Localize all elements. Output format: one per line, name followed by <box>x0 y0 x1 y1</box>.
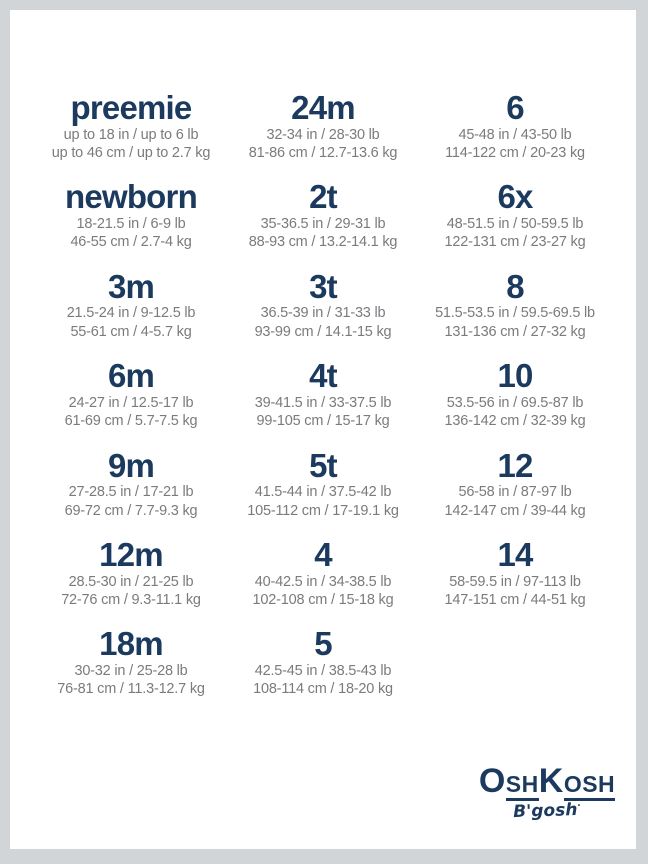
size-label: 2t <box>309 178 337 216</box>
size-entry-newborn <box>35 179 227 251</box>
size-imperial: 39-41.5 in / 33-37.5 lb <box>254 394 392 411</box>
size-entry-preemie <box>35 90 227 162</box>
size-imperial: 35-36.5 in / 29-31 lb <box>260 216 386 233</box>
size-imperial: 45-48 in / 43-50 lb <box>458 126 572 143</box>
logo-letters-osh: OSH <box>564 771 615 801</box>
size-metric: 88-93 cm / 13.2-14.1 kg <box>248 234 398 251</box>
size-entry-3t <box>227 269 419 341</box>
size-imperial: 24-27 in / 12.5-17 lb <box>68 394 194 411</box>
empty-cell <box>419 626 611 698</box>
size-label: 6m <box>107 357 155 395</box>
logo-letters-sh: SH <box>506 771 539 801</box>
size-imperial: 21.5-24 in / 9-12.5 lb <box>66 305 196 322</box>
size-imperial: 18-21.5 in / 6-9 lb <box>76 216 186 233</box>
size-imperial: 41.5-44 in / 37.5-42 lb <box>254 484 392 501</box>
size-imperial: 28.5-30 in / 21-25 lb <box>68 573 194 590</box>
size-entry-4t <box>227 358 419 430</box>
size-metric: 55-61 cm / 4-5.7 kg <box>70 323 192 340</box>
size-metric: 93-99 cm / 14.1-15 kg <box>254 323 392 340</box>
size-entry-6 <box>419 90 611 162</box>
logo-trademark-dot: · <box>577 801 581 812</box>
size-entry-12m <box>35 537 227 609</box>
size-entry-4 <box>227 537 419 609</box>
size-chart-card <box>10 10 636 849</box>
size-entry-14 <box>419 537 611 609</box>
size-metric: 114-122 cm / 20-23 kg <box>445 145 585 162</box>
size-metric: 136-142 cm / 32-39 kg <box>444 413 586 430</box>
size-entry-2t <box>227 179 419 251</box>
size-entry-5 <box>227 626 419 698</box>
size-imperial: 32-34 in / 28-30 lb <box>266 126 380 143</box>
size-metric: 99-105 cm / 15-17 kg <box>256 413 390 430</box>
size-label: 5 <box>314 625 332 663</box>
oshkosh-bgosh-logo <box>472 764 622 821</box>
size-label: 3t <box>309 267 337 305</box>
size-label: 24m <box>291 89 355 126</box>
size-imperial: 48-51.5 in / 50-59.5 lb <box>446 216 584 233</box>
logo-wordmark <box>472 764 622 798</box>
logo-tagline-text: B'gosh <box>512 799 578 823</box>
size-imperial: 56-58 in / 87-97 lb <box>458 484 572 501</box>
logo-letter-k: K <box>538 762 564 800</box>
size-label: 10 <box>497 357 533 395</box>
size-label: preemie <box>70 89 192 126</box>
size-label: 4 <box>314 536 332 574</box>
size-metric: 147-151 cm / 44-51 kg <box>444 592 586 609</box>
size-imperial: up to 18 in / up to 6 lb <box>63 126 199 143</box>
size-metric: 102-108 cm / 15-18 kg <box>252 592 394 609</box>
size-label: 12 <box>497 446 533 484</box>
size-entry-8 <box>419 269 611 341</box>
size-metric: 61-69 cm / 5.7-7.5 kg <box>64 413 198 430</box>
size-label: 4t <box>309 357 337 395</box>
size-label: 5t <box>309 446 337 484</box>
size-metric: 72-76 cm / 9.3-11.1 kg <box>61 592 201 609</box>
size-metric: 122-131 cm / 23-27 kg <box>444 234 586 251</box>
size-metric: 108-114 cm / 18-20 kg <box>253 681 393 698</box>
size-metric: 81-86 cm / 12.7-13.6 kg <box>248 145 398 162</box>
size-entry-6x <box>419 179 611 251</box>
size-entry-6m <box>35 358 227 430</box>
size-metric: 69-72 cm / 7.7-9.3 kg <box>64 502 198 519</box>
size-label: 12m <box>99 536 163 574</box>
size-entry-10 <box>419 358 611 430</box>
size-label: 6 <box>506 89 524 126</box>
size-metric: 131-136 cm / 27-32 kg <box>444 323 586 340</box>
size-imperial: 51.5-53.5 in / 59.5-69.5 lb <box>435 305 595 322</box>
size-entry-3m <box>35 269 227 341</box>
size-metric: 46-55 cm / 2.7-4 kg <box>70 234 192 251</box>
size-imperial: 36.5-39 in / 31-33 lb <box>260 305 386 322</box>
size-label: 3m <box>107 267 155 305</box>
size-imperial: 40-42.5 in / 34-38.5 lb <box>254 573 392 590</box>
size-label: 9m <box>107 446 155 484</box>
size-metric: 105-112 cm / 17-19.1 kg <box>247 502 399 519</box>
size-entry-24m <box>227 90 419 162</box>
size-imperial: 30-32 in / 25-28 lb <box>74 663 188 680</box>
size-entry-9m <box>35 448 227 520</box>
logo-letter-o: O <box>478 762 506 800</box>
size-label: 18m <box>99 625 163 663</box>
size-imperial: 53.5-56 in / 69.5-87 lb <box>446 394 584 411</box>
size-grid <box>10 10 636 699</box>
size-label: 14 <box>497 536 533 574</box>
size-label: 8 <box>506 267 524 305</box>
size-label: newborn <box>65 178 197 216</box>
size-metric: 76-81 cm / 11.3-12.7 kg <box>57 681 205 698</box>
size-metric: up to 46 cm / up to 2.7 kg <box>51 145 211 162</box>
logo-tagline <box>472 798 623 823</box>
size-imperial: 42.5-45 in / 38.5-43 lb <box>254 663 392 680</box>
size-imperial: 27-28.5 in / 17-21 lb <box>68 484 194 501</box>
size-imperial: 58-59.5 in / 97-113 lb <box>449 573 581 590</box>
size-entry-12 <box>419 448 611 520</box>
size-label: 6x <box>497 178 533 216</box>
size-metric: 142-147 cm / 39-44 kg <box>444 502 586 519</box>
size-entry-18m <box>35 626 227 698</box>
size-entry-5t <box>227 448 419 520</box>
